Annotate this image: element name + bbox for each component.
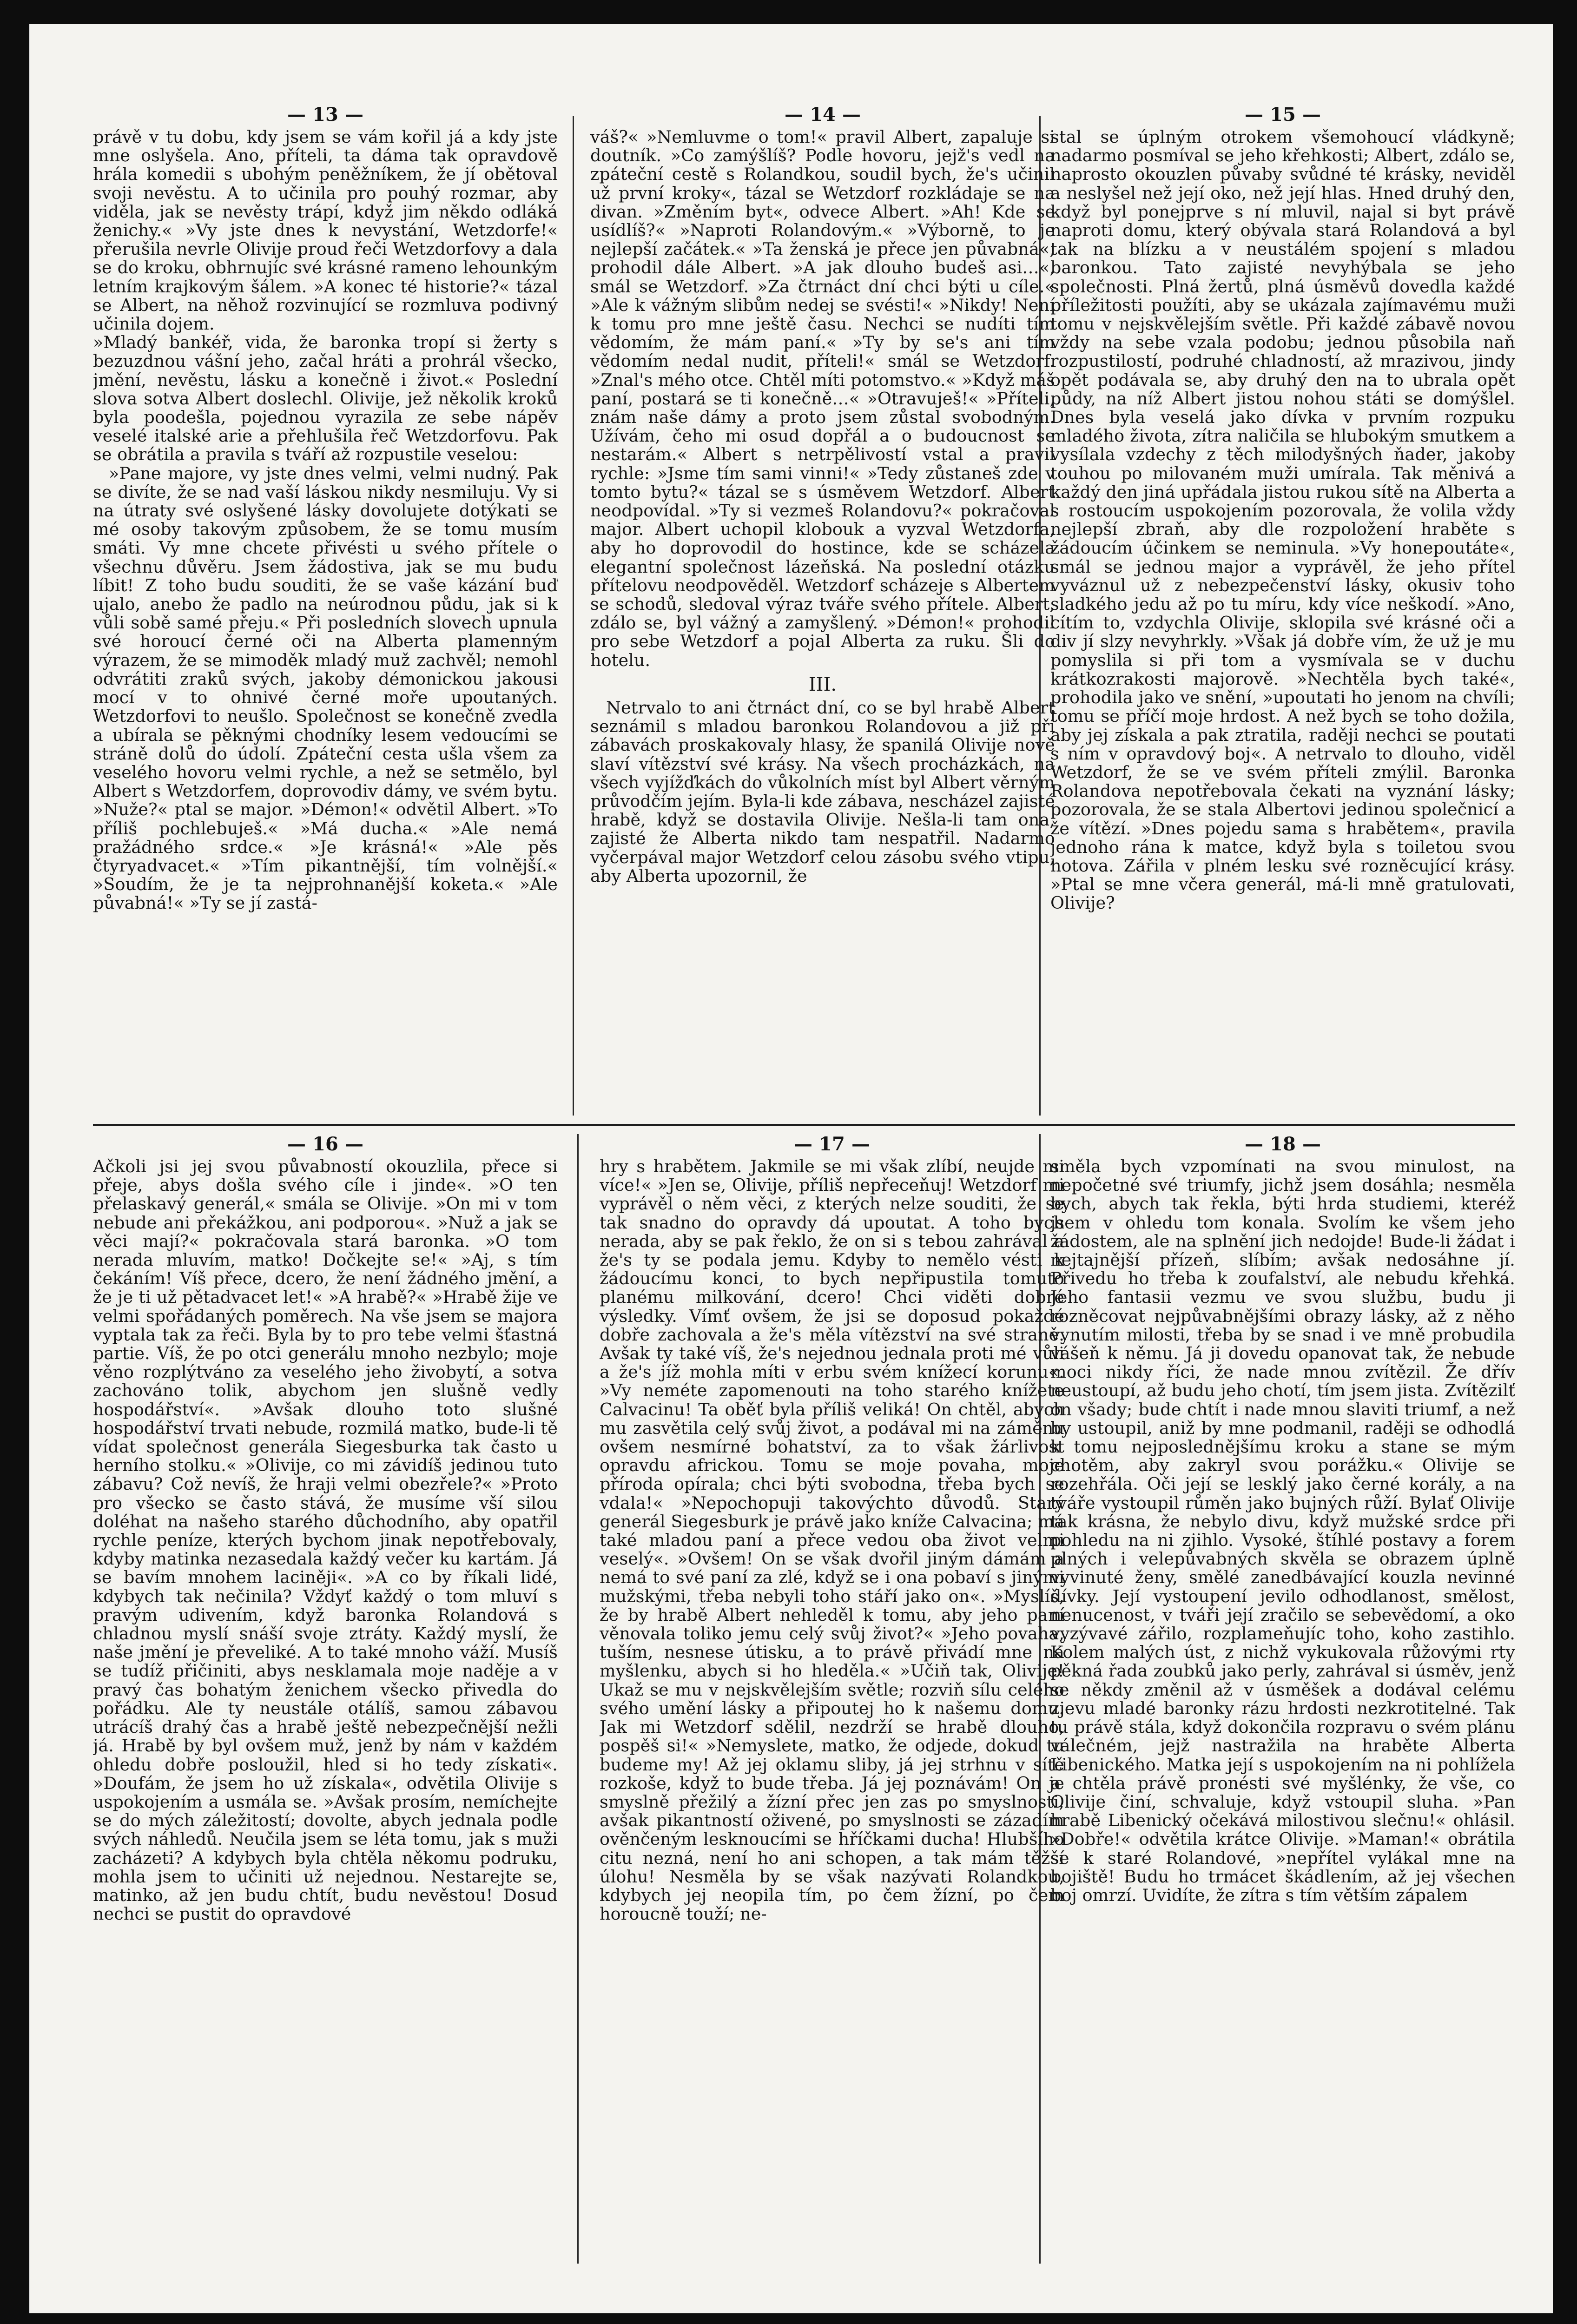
page-number: — 15 — — [1244, 105, 1321, 125]
page-number: — 17 — — [793, 1134, 871, 1155]
page-18 — [1050, 1134, 1515, 2268]
paragraph: »Mladý bankéř, vida, že baronka tropí si žerty s bezuzdnou vášní jeho, začal hráti a prohrál všecko, jmění, nevěstu, lásku a konečně i život.« Poslední slova sotva Albert doslechl. Olivije, jež několik kroků byla poodešla, pojednou vyrazila ze sebe nápěv veselé italské arie a přehlušila řeč Wetzdorfovu. Pak se obrátila a pravila s tváří až rozpustile veselou: — [93, 332, 558, 465]
paragraph: stal se úplným otrokem všemohoucí vládkyně; nadarmo posmíval se jeho křehkosti; Albert, zdálo se, naprosto okouzlen půvaby svůdné té krásky, neviděl a neslyšel než její oko, než její hlas. Hned druhý den, když byl ponejprve s ní mluvil, najal si byt právě naproti domu, který obývala stará Rolandová a byl tak na blízku a v neustálém spojení s mladou baronkou. Tato zajisté nevyhýbala se jeho společnosti. Plná žertů, plná úsměvů dovedla každé příležitosti použíti, aby se ukázala zajímavému muži tomu v nejskvělejším světle. Při každé zábavě novou vždy na sebe vzala podobu; jednou působila naň rozpustilostí, podruhé chladností, až mrazivou, jindy opět podávala se, aby druhý den na to ubrala opět půdy, na níž Albert jistou nohou státi se domýšlel. Dnes byla veselá jako dívka v prvním rozpuku mladého života, zítra naličila se hlubokým smutkem a vysílala vzdechy z těch milodyšných ňader, jakoby touhou po milovaném muži umírala. Tak měnivá a každý den jiná upřádala jistou rukou sítě na Alberta a s rostoucím uspokojením pozorovala, že volila vždy nejlepší zbraň, aby dle rozpoložení hraběte s žádoucím účinkem se neminula. »Vy honepoutáte«, smál se jednou major a vyprávěl, že jeho přítel vyváznul už z nebezpečenství lásky, okusiv toho sladkého jedu až po tu míru, kdy více neškodí. »Ano, cítím to, vzdychla Olivije, sklopila své krásné oči a div jí slzy nevyhrkly. »Však já dobře vím, že už je mu pomyslila si při tom a vysmívala se v duchu krátkozrakosti majorově. »Nechtěla bych také«, prohodila jako ve snění, »upoutati ho jenom na chvíli; tomu se příčí moje hrdost. A než bych se toho dožila, aby jej získala a pak ztratila, raději nechci se poutati s ním v opravdový boj«. A netrvalo to dlouho, viděl Wetzdorf, že se ve svém příteli zmýlil. Baronka Rolandova nepotřebovala čekati na vyznání lásky; pozorovala, že se stala Albertovi jedinou společnicí a že vítězí. »Dnes pojedu sama s hrabětem«, pravila jednoho rána k matce, když byla s toiletou svou hotova. Zářila v plném lesku své rozněcující krásy. »Ptal se mne včera generál, má-li mně gratulovati, Olivije? — [1050, 127, 1515, 913]
column-divider — [577, 1134, 579, 2264]
page-number: — 16 — — [287, 1134, 364, 1155]
paragraph: směla bych vzpomínati na svou minulost, na nepočetné své triumfy, jichž jsem dosáhla; nesměla bych, abych tak řekla, býti hrda studiemi, kteréž jsem v ohledu tom konala. Svolím ke všem jeho žádostem, ale na splnění jich nedojde! Bude-li žádat i nejtajnější přízeň, slíbím; avšak nedosáhne jí. Přivedu ho třeba k zoufalství, ale nebudu křehká. Jeho fantasii vezmu ve svou službu, budu ji rozněcovat nejpůvabnějšími obrazy lásky, až z něho vynutím milosti, třeba by se snad i ve mně probudila vášeň k němu. Já ji dovedu opanovat tak, že nebude moci nikdy říci, že nade mnou zvítězil. Že dřív neustoupí, až budu jeho chotí, tím jsem jista. Zvítězilť on všady; bude chtít i nade mnou slaviti triumf, a než by ustoupil, aniž by mne podmanil, raději se odhodlá k tomu nejposlednějšímu kroku a stane se mým chotěm, aby zakryl svou porážku.« Olivije se rozehřála. Oči její se lesklý jako černé korály, a na tváře vystoupil růměn jako bujných růží. Bylať Olivije tak krásna, že nebylo divu, když mužské srdce při pohledu na ni zjihlo. Vysoké, štíhlé postavy a forem plných i velepůvabných skvěla se obrazem úplně vyvinuté ženy, smělé zanedbávající kouzla nevinné dívky. Její vystoupení jevilo odhodlanost, smělost, nenucenost, v tváři její zračilo se sebevědomí, a oko vyzývavé zářilo, rozplameňujíc toho, koho zastihlo. Kolem malých úst, z nichž vykukovala růžovými rty pěkná řada zoubků jako perly, zahrával si úsměv, jenž se někdy změnil až v úsměšek a dodával celému zjevu mladé baronky rázu hrdosti nezkrotitelné. Tak tu právě stála, když dokončila rozpravu o svém plánu válečném, jejž nastražila na hraběte Alberta Libenického. Matka její s uspokojením na ni pohlížela a chtěla právě pronésti své myšlénky, že vše, co Olivije činí, schvaluje, když vstoupil sluha. »Pan hrabě Libenický očekává milostivou slečnu!« ohlásil. »Dobře!« odvětila krátce Olivije. »Maman!« obrátila se k staré Rolandové, »nepřítel vylákal mne na bojiště! Budu ho trmácet škádlením, až jej všechen boj omrzí. Uvidíte, že zítra s tím větším zápalem — [1050, 1156, 1515, 1905]
page-number: — 13 — — [287, 105, 364, 125]
page-number: — 14 — — [784, 105, 861, 125]
page-17 — [600, 1134, 1064, 2268]
column-divider — [573, 116, 574, 1116]
paragraph: Netrvalo to ani čtrnáct dní, co se byl hrabě Albert seznámil s mladou baronkou Rolandovou a již při zábavách proskakovaly hlasy, že spanilá Olivije nově slaví vítězství své krásy. Na všech procházkách, na všech vyjížďkách do vůkolních míst byl Albert věrným průvodčím jejím. Byla-li kde zábava, nescházel zajisté hrabě, když se dostavila Olivije. Nešla-li tam ona, zajisté že Alberta nikdo tam nespatřil. Nadarmo vyčerpával major Wetzdorf celou zásobu svého vtipu, aby Alberta upozornil, že — [590, 697, 1055, 886]
page-15 — [1050, 105, 1515, 1113]
paragraph: Ačkoli jsi jej svou půvabností okouzlila, přece si přeje, abys došla svého cíle i jinde«. »O ten přelaskavý generál,« smála se Olivije. »On mi v tom nebude ani překážkou, ani podporou«. »Nuž a jak se věci mají?« pokračovala stará baronka. »O tom nerada mluvím, matko! Dočkejte se!« »Aj, s tím čekáním! Víš přece, dcero, že není žádného jmění, a že je ti už pětadvacet let!« »A hrabě?« »Hrabě žije ve velmi spořádaných poměrech. Na vše jsem se majora vyptala tak za řeči. Byla by to pro tebe velmi šťastná partie. Víš, že po otci generálu mnoho nezbylo; moje věno rozplýtváno za veselého jeho živobytí, a sotva zachováno tolik, abychom jen slušně vedly hospodářství«. »Avšak dlouho toto slušné hospodářství trvati nebude, rozmilá matko, bude-li tě vídat společnost generála Siegesburka tak často u herního stolku.« »Olivije, co mi závidíš jedinou tuto zábavu? Což nevíš, že hraji velmi obezřele?« »Proto pro všecko se často stává, že musíme vší silou doléhat na našeho starého důchodního, aby opatřil rychle peníze, kterých bychom jinak nepotřebovaly, kdyby matinka nezasedala každý večer ku kartám. Já se bavím mnohem laciněji«. »A co by říkali lidé, kdybych tak nečinila? Vždyť každý o tom mluví s pravým udivením, když baronka Rolandová s chladnou myslí snáší svoje ztráty. Každý myslí, že naše jmění je převeliké. A to také mnoho váží. Musíš se tudíž přičiniti, abys nesklamala moje naděje a v pravý čas bohatým ženichem všecko přivedla do pořádku. Ale ty neustále otálíš, samou zábavou utrácíš drahý čas a hrabě ještě nebezpečnější nežli já. Hrabě by byl ovšem muž, jenž by nám v každém ohledu dobře posloužil, hled si ho tedy získati«. »Doufám, že jsem ho už získala«, odvětila Olivije s uspokojením a usmála se. »Avšak prosím, nemíchejte se do mých záležitostí; dovolte, abych jednala podle svých náhledů. Neučila jsem se léta tomu, jak s muži zacházeti? A kdybych byla chtěla někomu podruku, mohla jsem to učiniti už nejednou. Nestarejte se, matinko, až jen budu chtít, budu nevěstou! Dosud nechci se pustit do opravdové — [93, 1156, 558, 1924]
page-13 — [93, 105, 558, 1113]
page-16 — [93, 1134, 558, 2268]
paragraph: »Pane majore, vy jste dnes velmi, velmi nudný. Pak se divíte, že se nad vaší láskou nikdy nesmiluju. Vy si na útraty své oslyšené lásky dovolujete dotýkati se mé osoby takovým způsobem, že se tomu musím smáti. Vy mne chcete přivésti u svého přítele o všechnu důvěru. Jsem žádostiva, jak se mu budu líbit! Z toho budu souditi, že se vaše kázání buď ujalo, anebo že padlo na neúrodnou půdu, jak si k vůli sobě samé přeju.« Při posledních slovech upnula své horoucí černé oči na Alberta plamenným výrazem, že se mimoděk mladý muž zachvěl; nemohl odvrátiti zraků svých, jakoby démonickou jakousi mocí v to ohnivé černé moře upoutaných. Wetzdorfovi to neušlo. Společnost se konečně zvedla a ubírala se pěknými chodníky lesem vedoucími se stráně dolů do údolí. Zpáteční cesta ušla všem za veselého hovoru velmi rychle, a než se setmělo, byl Albert s Wetzdorfem, doprovodiv dámy, ve svém bytu. »Nuže?« ptal se major. »Démon!« odvětil Albert. »To příliš pochlebuješ.« »Má ducha.« »Ale nemá pražádného srdce.« »Je krásná!« »Ale pěs čtyryadvacet.« »Tím pikantnější, tím volnější.« »Soudím, že je ta nejprohnanější koketa.« »Ale půvabná!« »Ty se jí zastá- — [93, 463, 558, 913]
paragraph: právě v tu dobu, kdy jsem se vám kořil já a kdy jste mne oslyšela. Ano, příteli, ta dáma tak opravdově hrála komedii s ubohým peněžníkem, že jí obětoval svoji nevěstu. A to učinila pro pouhý rozmar, aby viděla, jak se nevěsty trápí, když jim někdo odláká ženichy.« »Vy jste dnes k nevystání, Wetzdorfe!« přerušila nevrle Olivije proud řeči Wetzdorfovy a dala se do kroku, obhrnujíc své krásné rameno lehounkým letním krajkovým šálem. »A konec té historie?« tázal se Albert, na něhož rozvinující se rozmluva podivný učinila dojem. — [93, 127, 558, 334]
chapter-heading: III. — [808, 673, 837, 695]
page-number: — 18 — — [1244, 1134, 1321, 1155]
paragraph: hry s hrabětem. Jakmile se mi však zlíbí, neujde mi více!« »Jen se, Olivije, příliš nepřeceňuj! Wetzdorf mi vyprávěl o něm věci, z kterých nelze souditi, že se tak snadno do opravdy dá upoutat. A toho bych nerada, aby se pak řeklo, že on si s tebou zahrával a že's ty se podala jemu. Kdyby to nemělo vésti k žádoucímu konci, to bych nepřipustila tomuto planému milkování, dcero! Chci viděti dobré výsledky. Vímť ovšem, že jsi se doposud pokaždé dobře zachovala a že's měla vítězství na své straně. Avšak ty také víš, že's nejednou jednala proti mé vůli a že's jíž mohla míti v erbu svém knížecí korunu«. »Vy neméte zapomenouti na toho starého knížete Calvacinu! Ta oběť byla příliš veliká! On chtěl, abych mu zasvětila celý svůj život, a podával mi na záměnu ovšem nesmírné bohatství, za to však žárlivost opravdu africkou. Tomu se moje povaha, moje příroda opírala; chci býti svobodna, třeba bych se vdala!« »Nepochopuji takovýchto důvodů. Starý generál Siegesburk je právě jako kníže Calvacina; má také mladou paní a přece vedou oba život velmi veselý«. »Ovšem! On se však dvořil jiným dámám a nemá to své paní za zlé, když se i ona pobaví s jinými mužskými, třeba nebyli toho stáří jako on«. »Myslíš, že by hrabě Albert nehleděl k tomu, aby jeho paní věnovala toliko jemu celý svůj život?« »Jeho povaha, tuším, nesnese útisku, a to právě přivádí mne na myšlenku, abych si ho hleděla.« »Učiň tak, Olivije! Ukaž se mu v nejskvělejším světle; rozviň sílu celého svého umění lásky a připoutej ho k našemu domu. Jak mi Wetzdorf sdělil, nezdrží se hrabě dlouho, pospěš si!« »Nemyslete, matko, že odjede, dokud tu budeme my! Až jej oklamu sliby, já jej strhnu v sítě rozkoše, když to bude třeba. Já jej poznávám! On je smyslně přežilý a žízní přec jen zas po smyslnosti, avšak pikantností oživené, po smyslnosti se zázadím ověnčeným lesknoucími se hříčkami ducha! Hlubšího citu nezná, není ho ani schopen, a tak mám těžší úlohu! Nesměla by se však nazývati Rolandkou, kdybych jej neopila tím, po čem žízní, po čem horoucně touží; ne- — [600, 1156, 1064, 1924]
page-14 — [590, 105, 1055, 1113]
paragraph: váš?« »Nemluvme o tom!« pravil Albert, zapaluje si doutník. »Co zamýšlíš? Podle hovoru, jejž's vedl na zpáteční cestě s Rolandkou, soudil bych, že's učinil už první kroky«, tázal se Wetzdorf rozkládaje se na divan. »Změním byt«, odvece Albert. »Ah! Kde se usídlíš?« »Naproti Rolandovým.« »Výborně, to je nejlepší začátek.« »Ta ženská je přece jen půvabná«, prohodil dále Albert. »A jak dlouho budeš asi…«, smál se Wetzdorf. »Za čtrnáct dní chci býti u cíle.« »Ale k vážným slibům nedej se svésti!« »Nikdy! Není k tomu pro mne ještě času. Nechci se nudíti tím vědomím, že mám paní.« »Ty by se's ani tím vědomím nedal nudit, příteli!« smál se Wetzdorf. »Znal's mého otce. Chtěl míti potomstvo.« »Když máš paní, postará se ti konečně…« »Otravuješ!« »Příteli, znám naše dámy a proto jsem zůstal svobodným. Užívám, čeho mi osud dopřál a o budoucnost se nestarám.« Albert s netrpělivostí vstal a pravil rychle: »Jsme tím sami vinni!« »Tedy zůstaneš zde v tomto bytu?« tázal se s úsměvem Wetzdorf. Albert neodpovídal. »Ty si vezmeš Rolandovu?« pokračoval major. Albert uchopil klobouk a vyzval Wetzdorfa, aby ho doprovodil do hostince, kde se scházela elegantní společnost lázeňská. Na poslední otázku přítelovu neodpověděl. Wetzdorf scházeje s Albertem se schodů, sledoval výraz tváře svého přítele. Albert, zdálo se, byl vážný a zamyšlený. »Démon!« prohodil pro sebe Wetzdorf a pojal Alberta za ruku. Šli do hotelu. — [590, 127, 1055, 670]
row-divider — [93, 1124, 1515, 1126]
